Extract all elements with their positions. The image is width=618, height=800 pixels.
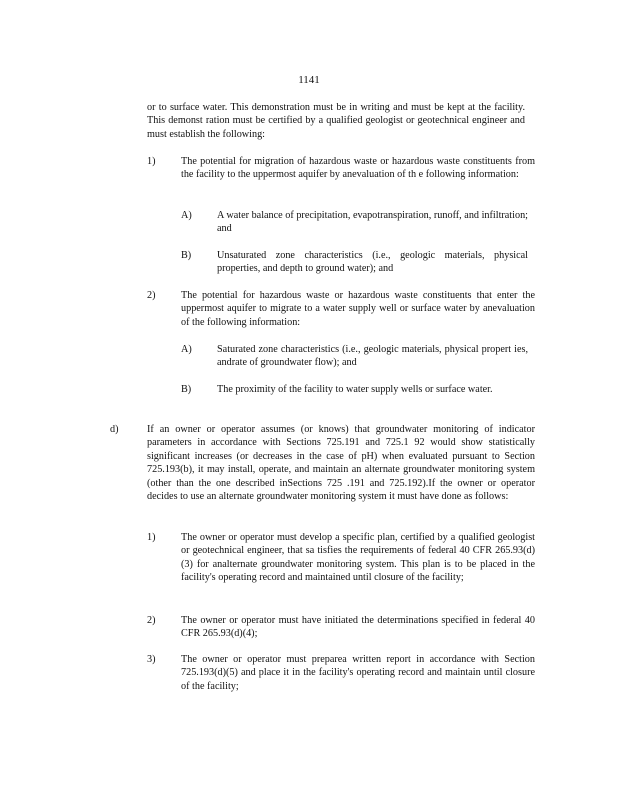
section-d-item-3-label: 3) <box>147 654 156 665</box>
item-1-sub-b-text: Unsaturated zone characteristics (i.e., geologic materials, physical properties, and depth to ground water); and <box>217 250 528 275</box>
item-1-sub-b-label: B) <box>181 250 192 261</box>
section-d-item-2-text: The owner or operator must have initiated the determinations specified in federal 40 CFR 265.93(d)(4); <box>181 615 535 640</box>
intro-paragraph <box>147 101 525 141</box>
item-2-text: The potential for hazardous waste or hazardous waste constituents that enter the uppermost aquifer to migrate to a water supply well or surface water by anevaluation of the following information: <box>181 290 535 328</box>
item-1-sub-a-text: A water balance of precipitation, evapotranspiration, runoff, and infiltration; and <box>217 210 528 235</box>
item-1-text: The potential for migration of hazardous waste or hazardous waste constituents from the facility to the uppermost aquifer by anevaluation of th e following information: <box>181 156 535 181</box>
section-d-label: d) <box>110 424 119 435</box>
section-d-item-1-text: The owner or operator must develop a specific plan, certified by a qualified geologist or geotechnical engineer, that sa tisfies the requirements of federal 40 CFR 265.93(d)(3) for analternate groundwater monitoring system. This plan is to be placed in the facility's operating record and maintained until closure of the facility; <box>181 532 535 584</box>
item-2-sub-a-label: A) <box>181 344 192 355</box>
section-d-text: If an owner or operator assumes (or knows) that groundwater monitoring of indicator parameters in accordance with Sections 725.191 and 725.1 92 would show statistically significant increases (or decreases in the case of pH) when evaluated pursuant to Section 725.193(b), it may install, operate, and maintain an alternate groundwater monitoring system (other than the one described inSections 725 .191 and 725.192).If the owner or operator decides to use an alternate groundwater monitoring system it must have done as follows: <box>147 424 535 503</box>
item-2-sub-b-label: B) <box>181 384 192 395</box>
item-2-sub-b-text: The proximity of the facility to water supply wells or surface water. <box>217 384 493 395</box>
item-2-label: 2) <box>147 290 156 301</box>
page-number: 1141 <box>298 74 320 86</box>
item-1-label: 1) <box>147 156 156 167</box>
section-d-item-3-text: The owner or operator must preparea written report in accordance with Section 725.193(d)(5) and place it in the facility's operating record and maintain until closure of the facility; <box>181 654 535 692</box>
intro-text: or to surface water. This demonstration must be in writing and must be kept at the facility. This demonst ration must be certified by a qualified geologist or geotechnical engineer and must establish the following: <box>147 102 525 140</box>
item-2-sub-a-text: Saturated zone characteristics (i.e., geologic materials, physical propert ies, andrate of groundwater flow); and <box>217 344 528 369</box>
section-d-item-2-label: 2) <box>147 615 156 626</box>
item-1-sub-a-label: A) <box>181 210 192 221</box>
section-d-item-1-label: 1) <box>147 532 156 543</box>
